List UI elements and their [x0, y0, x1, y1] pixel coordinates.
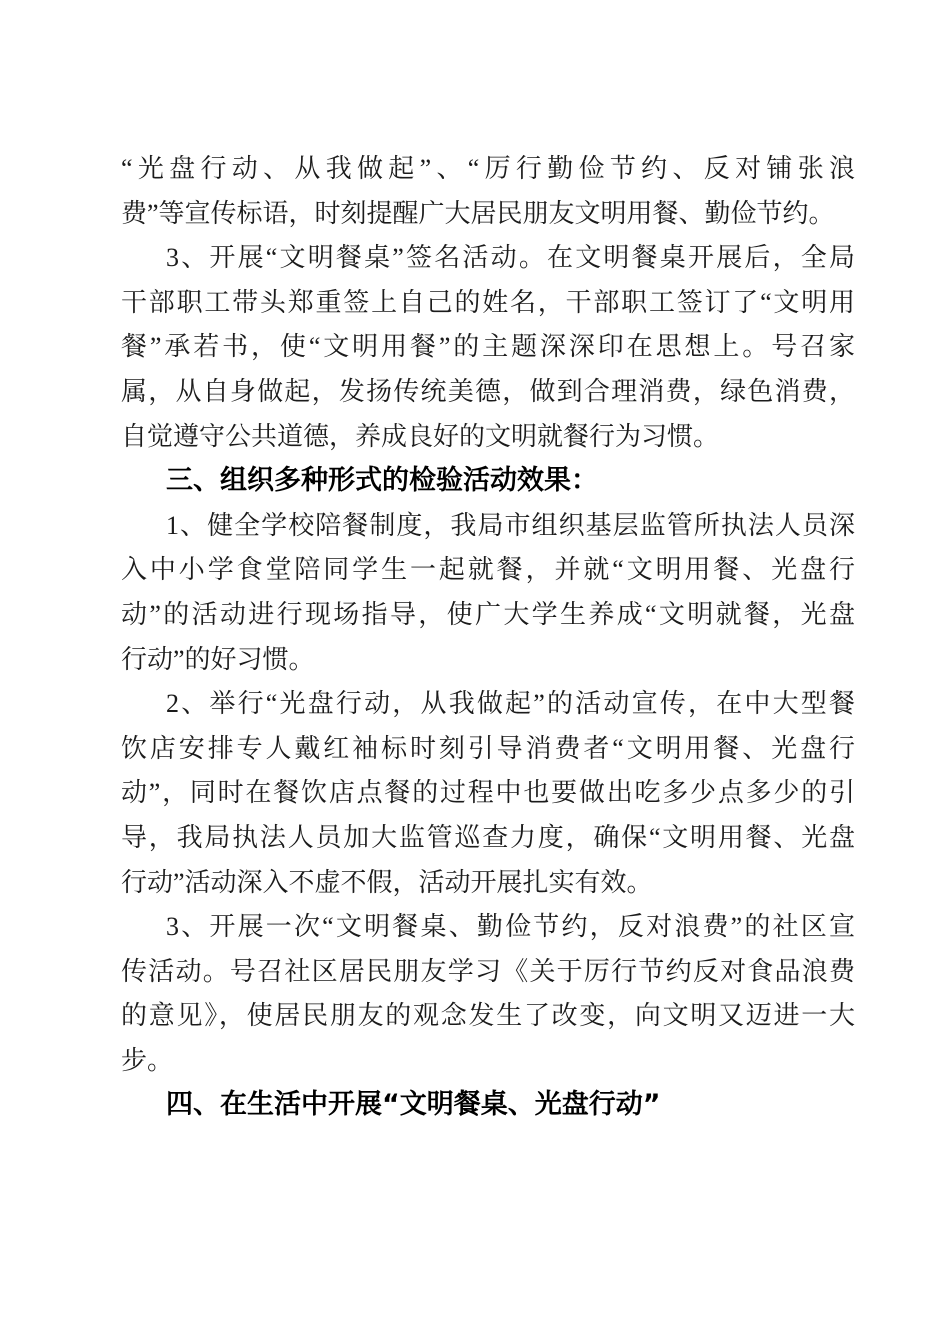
text-line: 行动”活动深入不虚不假，活动开展扎实有效。 [121, 867, 653, 897]
text-line: 属，从自身做起，发扬传统美德，做到合理消费，绿色消费， [121, 376, 855, 406]
document-body [121, 147, 855, 1128]
text-line: 1、健全学校陪餐制度，我局市组织基层监管所执法人员深 [166, 510, 855, 540]
text-line: 动”，同时在餐饮店点餐的过程中也要做出吃多少点多少的引 [121, 778, 855, 808]
text-line: 干部职工带头郑重签上自己的姓名，干部职工签订了“文明用 [121, 287, 855, 317]
text-line: 行动”的好习惯。 [121, 644, 315, 674]
text-line: 饮店安排专人戴红袖标时刻引导消费者“文明用餐、光盘行 [121, 733, 855, 763]
text-line: 自觉遵守公共道德，养成良好的文明就餐行为习惯。 [121, 421, 720, 451]
text-line: 餐”承若书，使“文明用餐”的主题深深印在思想上。号召家 [121, 332, 855, 362]
text-line: “光盘行动、从我做起”、“厉行勤俭节约、反对铺张浪 [121, 154, 855, 183]
text-line: 步。 [121, 1045, 174, 1075]
section-heading: 四、在生活中开展“文明餐桌、光盘行动” [166, 1089, 661, 1121]
text-line: 2、举行“光盘行动，从我做起”的活动宣传，在中大型餐 [166, 689, 855, 719]
text-line: 3、开展一次“文明餐桌、勤俭节约，反对浪费”的社区宣 [166, 912, 855, 942]
text-line: 导，我局执法人员加大监管巡查力度，确保“文明用餐、光盘 [121, 822, 855, 852]
text-line: 3、开展“文明餐桌”签名活动。在文明餐桌开展后，全局 [166, 243, 855, 273]
text-line: 传活动。号召社区居民朋友学习《关于厉行节约反对食品浪费 [121, 956, 855, 986]
text-line: 费”等宣传标语，时刻提醒广大居民朋友文明用餐、勤俭节约。 [121, 198, 835, 228]
text-line: 的意见》，使居民朋友的观念发生了改变，向文明又迈进一大 [121, 1001, 855, 1031]
section-heading: 三、组织多种形式的检验活动效果： [166, 465, 598, 497]
text-line: 入中小学食堂陪同学生一起就餐，并就“文明用餐、光盘行 [121, 555, 855, 585]
text-line: 动”的活动进行现场指导，使广大学生养成“文明就餐，光盘 [121, 599, 855, 629]
